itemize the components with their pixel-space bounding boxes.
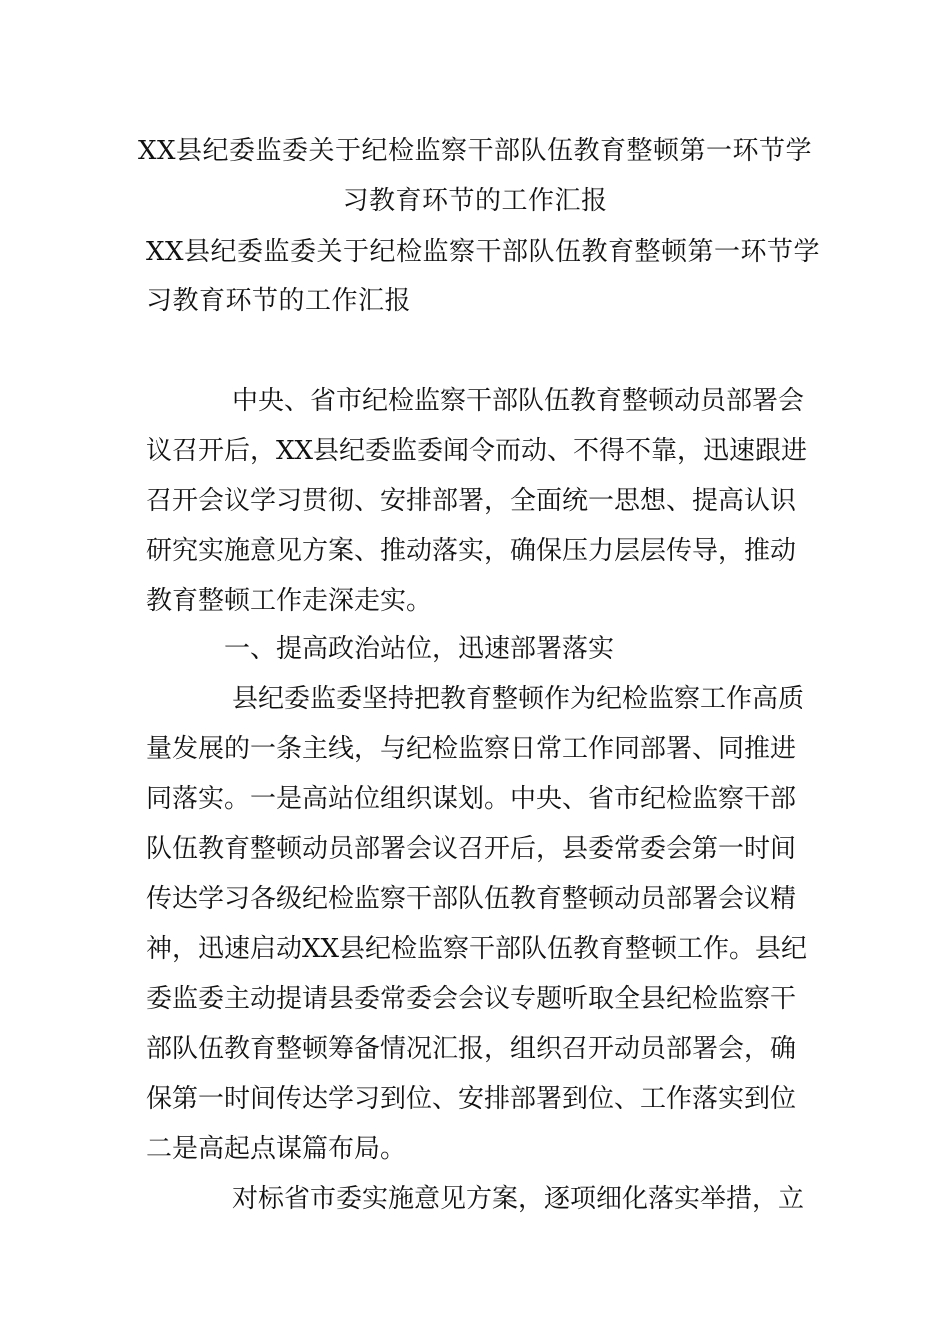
subtitle-line-2: 习教育环节的工作汇报 bbox=[146, 286, 412, 316]
paragraph-2-line-7: 委监委主动提请县委常委会会议专题听取全县纪检监察干 bbox=[146, 984, 797, 1014]
paragraph-2-line-1: 县纪委监委坚持把教育整顿作为纪检监察工作高质 bbox=[232, 684, 805, 714]
paragraph-1-line-4: 研究实施意见方案、推动落实，确保压力层层传导，推动 bbox=[146, 536, 797, 566]
paragraph-2-line-2: 量发展的一条主线，与纪检监察日常工作同部署、同推进 bbox=[146, 734, 797, 764]
paragraph-1-line-5: 教育整顿工作走深走实。 bbox=[146, 586, 433, 616]
paragraph-2-line-8: 部队伍教育整顿筹备情况汇报，组织召开动员部署会，确 bbox=[146, 1034, 797, 1064]
title-line-1: XX县纪委监委关于纪检监察干部队伍教育整顿第一环节学 bbox=[137, 136, 813, 166]
section-heading-1: 一、提高政治站位，迅速部署落实 bbox=[224, 634, 615, 664]
paragraph-3-line-1: 对标省市委实施意见方案，逐项细化落实举措，立 bbox=[232, 1184, 805, 1214]
paragraph-1-line-2: 议召开后，XX县纪委监委闻令而动、不得不靠，迅速跟进 bbox=[146, 436, 808, 466]
paragraph-2-line-3: 同落实。一是高站位组织谋划。中央、省市纪检监察干部 bbox=[146, 784, 797, 814]
title-line-2: 习教育环节的工作汇报 bbox=[342, 186, 608, 216]
subtitle-line-1: XX县纪委监委关于纪检监察干部队伍教育整顿第一环节学 bbox=[146, 237, 821, 267]
paragraph-2-line-6: 神，迅速启动XX县纪检监察干部队伍教育整顿工作。县纪 bbox=[146, 934, 808, 964]
paragraph-2-line-10: 二是高起点谋篇布局。 bbox=[146, 1134, 407, 1164]
paragraph-1-line-1: 中央、省市纪检监察干部队伍教育整顿动员部署会 bbox=[232, 386, 805, 416]
paragraph-1-line-3: 召开会议学习贯彻、安排部署，全面统一思想、提高认识 bbox=[146, 486, 797, 516]
paragraph-2-line-5: 传达学习各级纪检监察干部队伍教育整顿动员部署会议精 bbox=[146, 884, 797, 914]
paragraph-2-line-9: 保第一时间传达学习到位、安排部署到位、工作落实到位 bbox=[146, 1084, 797, 1114]
paragraph-2-line-4: 队伍教育整顿动员部署会议召开后，县委常委会第一时间 bbox=[146, 834, 797, 864]
